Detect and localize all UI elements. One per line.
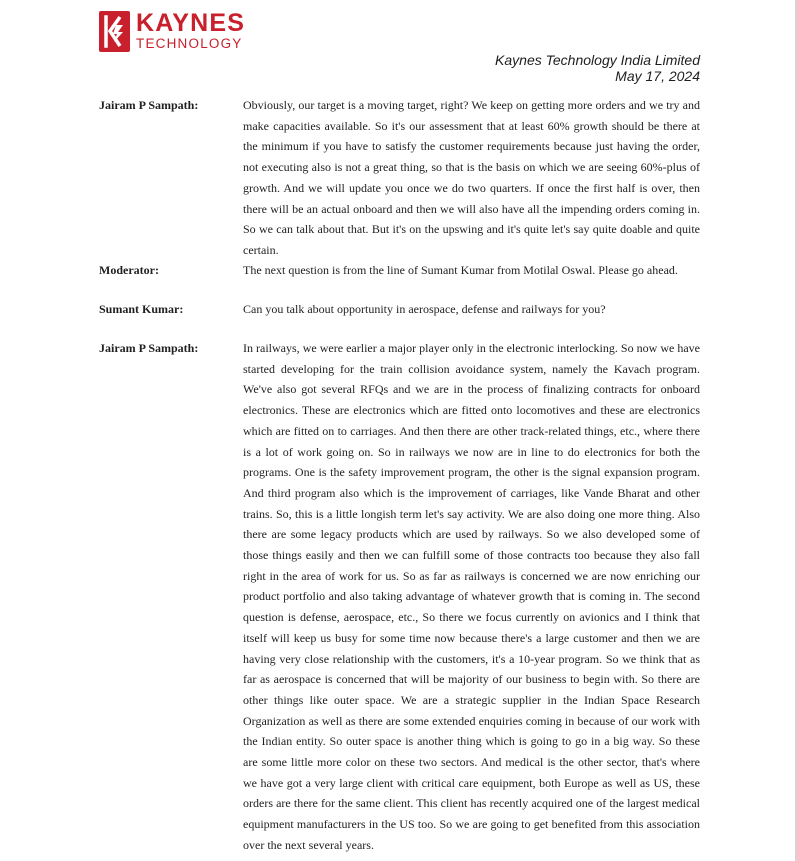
speaker-text: Obviously, our target is a moving target, right? We keep on getting more orders and we try and make capacities available. So it's our assessment that at least 60% growth should be there at the minimum if you have to satisfy the customer requirements because just having the order, not executing also is not a great thing, so that is the basis on which we are seeing 60%-plus of growth. And we will update you once we do two quarters. If once the first half is over, then there will be an actual onboard and then we will also have all the impending orders coming in. So we can talk about that. But it's on the upswing and it's quite let's say quite doable and quite certain.	[243, 98, 700, 257]
speaker-name: Sumant Kumar:	[99, 302, 184, 316]
logo-subtitle: TECHNOLOGY	[136, 36, 243, 51]
kaynes-logo-icon	[99, 11, 130, 52]
document-header	[495, 52, 700, 84]
speaker-name: Moderator:	[99, 263, 159, 277]
speaker-text: In railways, we were earlier a major player only in the electronic interlocking. So now we have started developing for the train collision avoidance system, namely the Kavach program. We've also got several RFQs and we are in the process of finalizing contracts for onboard electronics. These are electronics which are fitted onto locomotives and these are electronics which are fitted on to carriages. And then there are other track-related things, etc., where there is a lot of work going on. So in railways we now are in line to do electronics for both the programs. One is the safety improvement program, the other is the signal expansion program. And third program also which is the improvement of carriages, like Vande Bharat and other trains. So, this is a little longish term let's say activity. We are also doing one more thing. Also there are some legacy products which are used by railways. So we also developed some of those things easily and then we can fulfill some of those contracts too because they also fall right in the area of work for us. So as far as railways is concerned we are now enriching our product portfolio and also taking advantage of whatever growth that is coming in. The second question is defense, aerospace, etc., So there we focus currently on avionics and I think that itself will keep us busy for some time now because there's a large customer and then we are having very close relationship with the customers, it's a 10-year program. So we think that as far as aerospace is concerned that will be majority of our business to begin with. So there are other things like outer space. We are a strategic supplier in the Indian Space Research Organization as well as there are some extended enquiries coming in because of our work with the Indian entity. So outer space is another thing which is going to go in a big way. So these are some little more color on these two sectors. And medical is the other sector, that's where we have got a very large client with critical care equipment, both Europe as well as US, these orders are there for the same client. This client has recently acquired one of the largest medical equipment manufacturers in the US too. So we are going to get benefited from this association over the next several years.	[243, 341, 700, 852]
speaker-text: The next question is from the line of Sumant Kumar from Motilal Oswal. Please go ahead.	[243, 263, 678, 277]
speaker-name: Jairam P Sampath:	[99, 341, 199, 355]
company-name: Kaynes Technology India Limited	[495, 52, 700, 68]
logo-wordmark: KAYNES	[136, 9, 246, 37]
speaker-name: Jairam P Sampath:	[99, 98, 199, 112]
speaker-text: Can you talk about opportunity in aerospace, defense and railways for you?	[243, 302, 606, 316]
document-date: May 17, 2024	[615, 68, 700, 84]
